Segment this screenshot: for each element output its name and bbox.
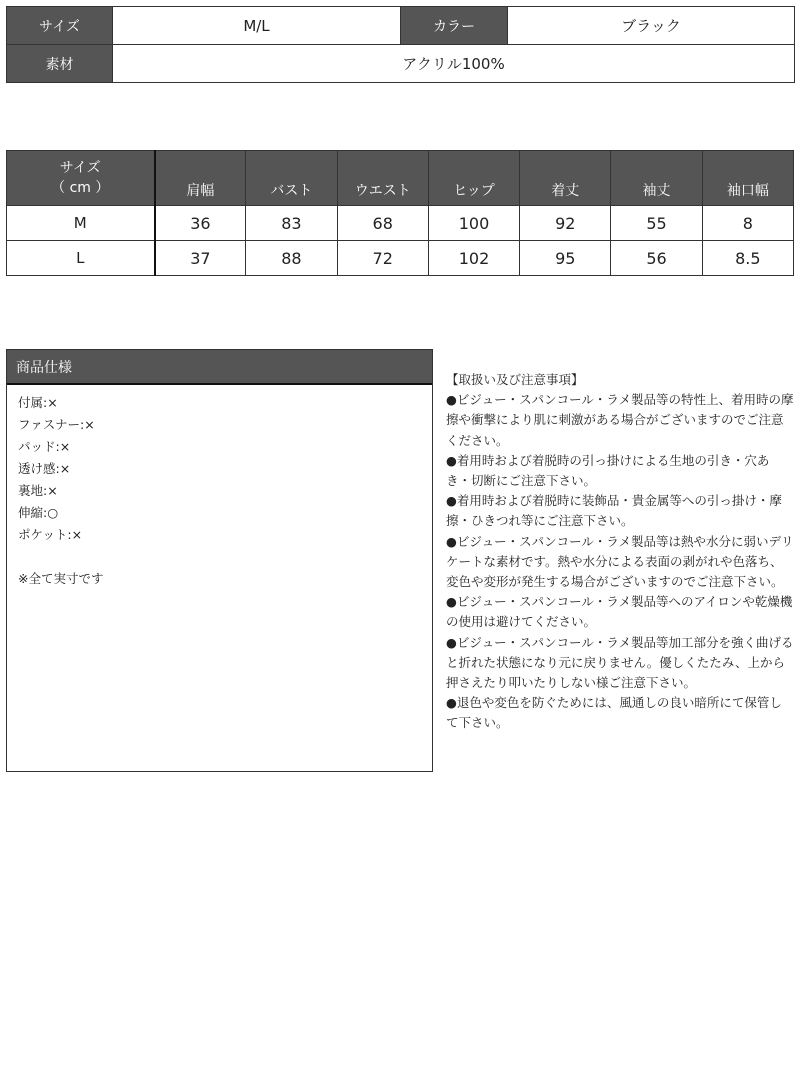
table-row [7, 206, 794, 241]
size-chart-header-row [7, 151, 794, 206]
column-header: ウエスト [337, 151, 428, 206]
care-item: ●退色や変色を防ぐためには、風通しの良い暗所にて保管して下さい。 [446, 695, 782, 731]
spec-note: ※全て実寸です [18, 571, 104, 586]
color-label: カラー [401, 7, 508, 45]
care-item: ●ビジュー・スパンコール・ラメ製品等加工部分を強く曲げると折れた状態になり元に戻りません。優しくたたみ、上から押さえたり叩いたりしない様ご注意下さい。 [446, 634, 794, 691]
table-cell: 68 [337, 206, 428, 241]
table-cell: 100 [428, 206, 519, 241]
size-chart-table [6, 150, 794, 276]
info-row-material [7, 45, 795, 83]
spec-list [7, 385, 432, 590]
care-item: ●着用時および着脱時に装飾品・貴金属等への引っ掛け・摩擦・ひきつれ等にご注意下さい。 [446, 493, 782, 529]
spec-title: 商品仕様 [7, 350, 432, 385]
care-item: ●ビジュー・スパンコール・ラメ製品等へのアイロンや乾燥機の使用は避けてください。 [446, 594, 793, 630]
column-header: 着丈 [520, 151, 611, 206]
column-header: 袖丈 [611, 151, 702, 206]
table-cell: 88 [246, 241, 337, 276]
column-header: 肩幅 [155, 151, 246, 206]
table-cell: 83 [246, 206, 337, 241]
product-spec-box [6, 349, 433, 772]
table-cell: 92 [520, 206, 611, 241]
care-item: ●着用時および着脱時の引っ掛けによる生地の引き・穴あき・切断にご注意下さい。 [446, 452, 770, 489]
material-value: アクリル100% [113, 45, 795, 83]
table-cell: 55 [611, 206, 702, 241]
care-item: ●ビジュー・スパンコール・ラメ製品等の特性上、着用時の摩擦や衝撃により肌に刺激がある場合がございますのでご注意ください。 [446, 392, 794, 448]
column-header: 袖口幅 [702, 151, 793, 206]
row-label: M [7, 206, 155, 241]
table-cell: 72 [337, 241, 428, 276]
table-cell: 8.5 [702, 241, 793, 276]
care-notes [446, 370, 794, 734]
color-value: ブラック [508, 7, 795, 45]
care-item: ●ビジュー・スパンコール・ラメ製品等は熱や水分に弱いデリケートな素材です。熱や水分による表面の剥がれや色落ち、変色や変形が発生する場合がございますのでご注意下さい。 [446, 533, 794, 590]
table-row [7, 241, 794, 276]
spec-item-pad: パッド:× [18, 439, 71, 454]
column-header: バスト [246, 151, 337, 206]
product-info-table [6, 6, 795, 83]
table-cell: 56 [611, 241, 702, 276]
table-cell: 36 [155, 206, 246, 241]
spec-item-sheerness: 透け感:× [18, 461, 71, 476]
spec-item-accessories: 付属:× [18, 395, 58, 410]
table-cell: 95 [520, 241, 611, 276]
table-cell: 37 [155, 241, 246, 276]
size-label: サイズ [7, 7, 113, 45]
spec-item-lining: 裏地:× [18, 483, 58, 498]
corner-label-line2: （ cm ） [51, 180, 110, 196]
material-label: 素材 [7, 45, 113, 83]
spec-item-pocket: ポケット:× [18, 527, 83, 542]
column-header: ヒップ [428, 151, 519, 206]
size-chart-corner [7, 151, 155, 206]
info-row-size-color [7, 7, 795, 45]
spec-item-stretch: 伸縮:○ [18, 505, 59, 520]
row-label: L [7, 241, 155, 276]
table-cell: 102 [428, 241, 519, 276]
spec-item-zipper: ファスナー:× [18, 417, 95, 432]
size-value: M/L [113, 7, 401, 45]
care-title: 【取扱い及び注意事項】 [446, 372, 584, 387]
table-cell: 8 [702, 206, 793, 241]
corner-label-line1: サイズ [59, 159, 101, 176]
